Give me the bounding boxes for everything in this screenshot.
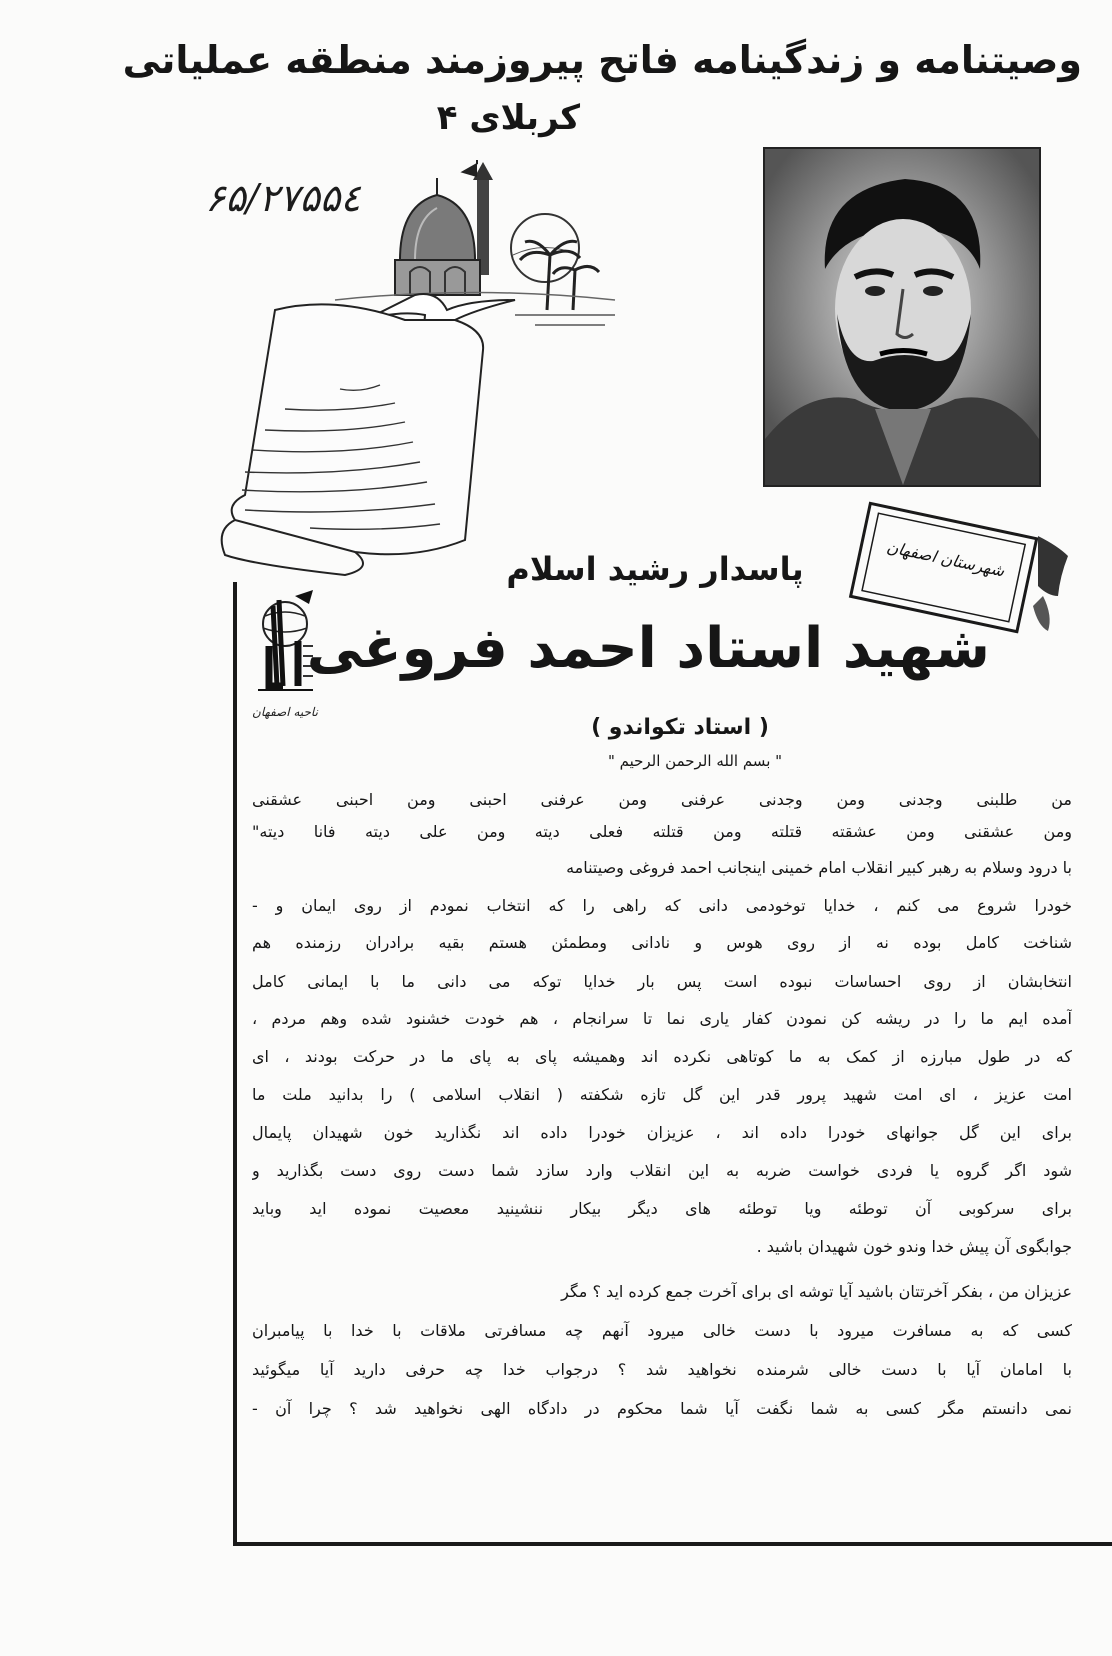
testament-line: جوابگوی آن پیش خدا وندو خون شهیدان باشید . xyxy=(756,1237,1072,1256)
martyr-rank: پاسدار رشید اسلام xyxy=(506,550,804,588)
testament-line: آمده ایم ما را در ریشه کن نمودن کفار یاری نما تا سرانجام ، هم خودت خشنود شده وهم مردم ، xyxy=(252,1009,1072,1028)
testament-line: که در طول مبارزه از کمک به ما کوتاهی نکرده اند وهمیشه پای به پای ما در حرکت بودند ، ای xyxy=(252,1047,1072,1066)
testament-line: برای سرکوبی آن توطئه ویا توطئه های دیگر بیکار ننشینید معصیت نموده اید وباید xyxy=(252,1199,1072,1218)
testament-line: عزیزان من ، بفکر آخرتتان باشید آیا توشه ای برای آخرت جمع کرده اید ؟ مگر xyxy=(561,1282,1072,1301)
testament-line: خودرا شروع می کنم ، خدایا توخودمی دانی که راهی را که انتخاب نمودم از روی ایمان و - xyxy=(252,896,1072,915)
testament-line: امت عزیز ، ای امت شهید پرور قدر این گل تازه شکفته ( انقلاب اسلامی ) را بدانید ملت ما xyxy=(252,1085,1072,1104)
testament-line: من طلبنی وجدنی ومن وجدنی عرفنی ومن عرفنی احبنی ومن احبنی عشقنی xyxy=(252,790,1072,809)
testament-line: نمی دانستم مگر کسی به شما نگفت آیا شما محکوم در دادگاه الهی نخواهید شد ؟ چرا آن - xyxy=(252,1399,1072,1418)
martyr-portrait-photo xyxy=(763,147,1041,487)
archive-number: ۶۵/۲۷۵۵٤ xyxy=(205,176,361,220)
stamp-label: شهرستان اصفهان xyxy=(885,537,1007,581)
testament-line: شناخت کامل بوده نه از روی هوس و نادانی ومطمئن هستم بقیه برادران رزمنده هم xyxy=(252,933,1072,952)
basmala: " بسم الله الرحمن الرحیم " xyxy=(607,752,783,770)
testament-line: برای این گل جوانهای خودرا داده اند ، عزیزان خودرا داده اند نگذارید خون شهیدان پایمال xyxy=(252,1123,1072,1142)
testament-line: با درود وسلام به رهبر کبیر انقلاب امام خمینی اینجانب احمد فروغی وصیتنامه xyxy=(566,858,1072,877)
testament-line: انتخابشان از روی احساسات نبوده است پس بار خدایا توکه می دانی ما با ایمانی کامل xyxy=(252,972,1072,991)
martyr-nickname: ( استاد تکواندو ) xyxy=(591,715,769,740)
document-title: وصیتنامه و زندگینامه فاتح پیروزمند منطقه عملیاتی xyxy=(122,38,1082,82)
shrine-dove-scroll-illustration xyxy=(215,160,645,580)
portrait-icon xyxy=(765,149,1039,485)
testament-line: شود اگر گروه یا فردی خواست ضربه به این انقلاب وارد سازد شما دست روی دست بگذارید و xyxy=(252,1161,1072,1180)
martyr-name: شهید استاد احمد فروغی xyxy=(306,616,990,681)
testament-line: ومن عشقنی ومن عشقته قتلته ومن قتلته فعلی دیته ومن علی دیته فانا دیته" xyxy=(252,822,1072,841)
testament-line: کسی که به مسافرت میرود با دست خالی میرود آنهم چه مسافرتی ملاقات با خدا با پیامبران xyxy=(252,1321,1072,1340)
operation-name: کربلای ۴ xyxy=(436,98,580,138)
shrine-illustration-icon xyxy=(215,160,645,580)
testament-line: با امامان آیا با دست خالی شرمنده نخواهید شد ؟ درجواب خدا چه حرفی دارید آیا میگوئید xyxy=(252,1360,1072,1379)
emblem-caption: ناحیه اصفهان xyxy=(252,705,318,719)
